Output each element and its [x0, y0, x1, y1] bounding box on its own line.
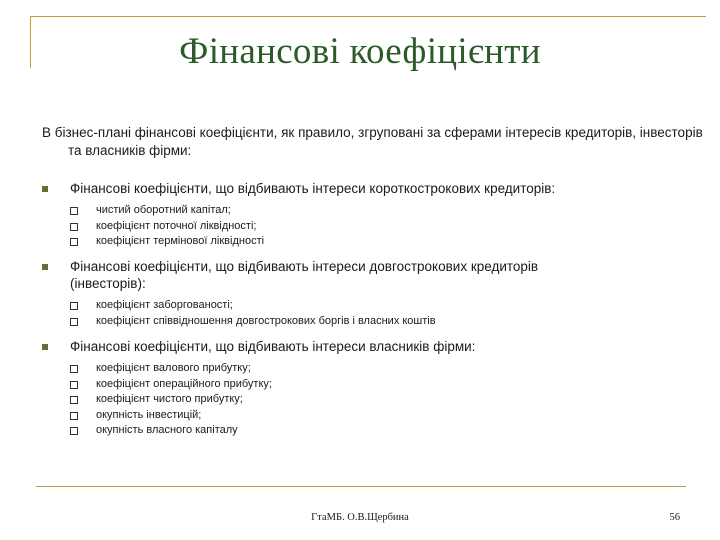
slide-title: Фінансові коефіцієнти: [179, 31, 541, 72]
checkbox-bullet-icon: [70, 238, 78, 246]
checkbox-bullet-icon: [70, 365, 78, 373]
square-bullet-icon: [42, 186, 48, 192]
list-item: коефіцієнт валового прибутку;: [40, 361, 690, 377]
section-owners: [40, 338, 690, 439]
list-item: коефіцієнт поточної ліквідності;: [40, 219, 690, 235]
checkbox-bullet-icon: [70, 302, 78, 310]
checkbox-bullet-icon: [70, 427, 78, 435]
list-item: окупність інвестицій;: [40, 408, 690, 424]
page-number: 56: [669, 512, 680, 523]
checkbox-bullet-icon: [70, 207, 78, 215]
checkbox-bullet-icon: [70, 223, 78, 231]
section-long-term-creditors: [40, 258, 690, 329]
section-heading: Фінансові коефіцієнти, що відбивають інтереси довгострокових кредиторів (інвесторів):: [40, 258, 690, 292]
section-heading: Фінансові коефіцієнти, що відбивають інтереси короткострокових кредиторів:: [40, 180, 690, 197]
checkbox-bullet-icon: [70, 412, 78, 420]
section-heading: Фінансові коефіцієнти, що відбивають інтереси власників фірми:: [40, 338, 690, 355]
sub-list: [40, 203, 690, 250]
list-item: чистий оборотний капітал;: [40, 203, 690, 219]
checkbox-bullet-icon: [70, 381, 78, 389]
list-item: коефіцієнт термінової ліквідності: [40, 234, 690, 250]
sub-list: [40, 298, 690, 329]
list-item: коефіцієнт операційного прибутку;: [40, 377, 690, 393]
footer-divider: [36, 486, 686, 487]
intro-text: В бізнес-плані фінансові коефіцієнти, як правило, згруповані за сферами інтересів кредиторів, інвесторів та власників фірми:: [42, 125, 703, 158]
footer-author: ГтаМБ. О.В.Щербина: [311, 512, 409, 523]
list-item: окупність власного капіталу: [40, 423, 690, 439]
checkbox-bullet-icon: [70, 396, 78, 404]
list-item: коефіцієнт чистого прибутку;: [40, 392, 690, 408]
square-bullet-icon: [42, 344, 48, 350]
section-short-term-creditors: [40, 180, 690, 250]
checkbox-bullet-icon: [70, 318, 78, 326]
frame-top-line: [30, 16, 706, 17]
square-bullet-icon: [42, 264, 48, 270]
list-item: коефіцієнт співвідношення довгострокових боргів і власних коштів: [40, 314, 690, 330]
sub-list: [40, 361, 690, 439]
list-item: коефіцієнт заборгованості;: [40, 298, 690, 314]
